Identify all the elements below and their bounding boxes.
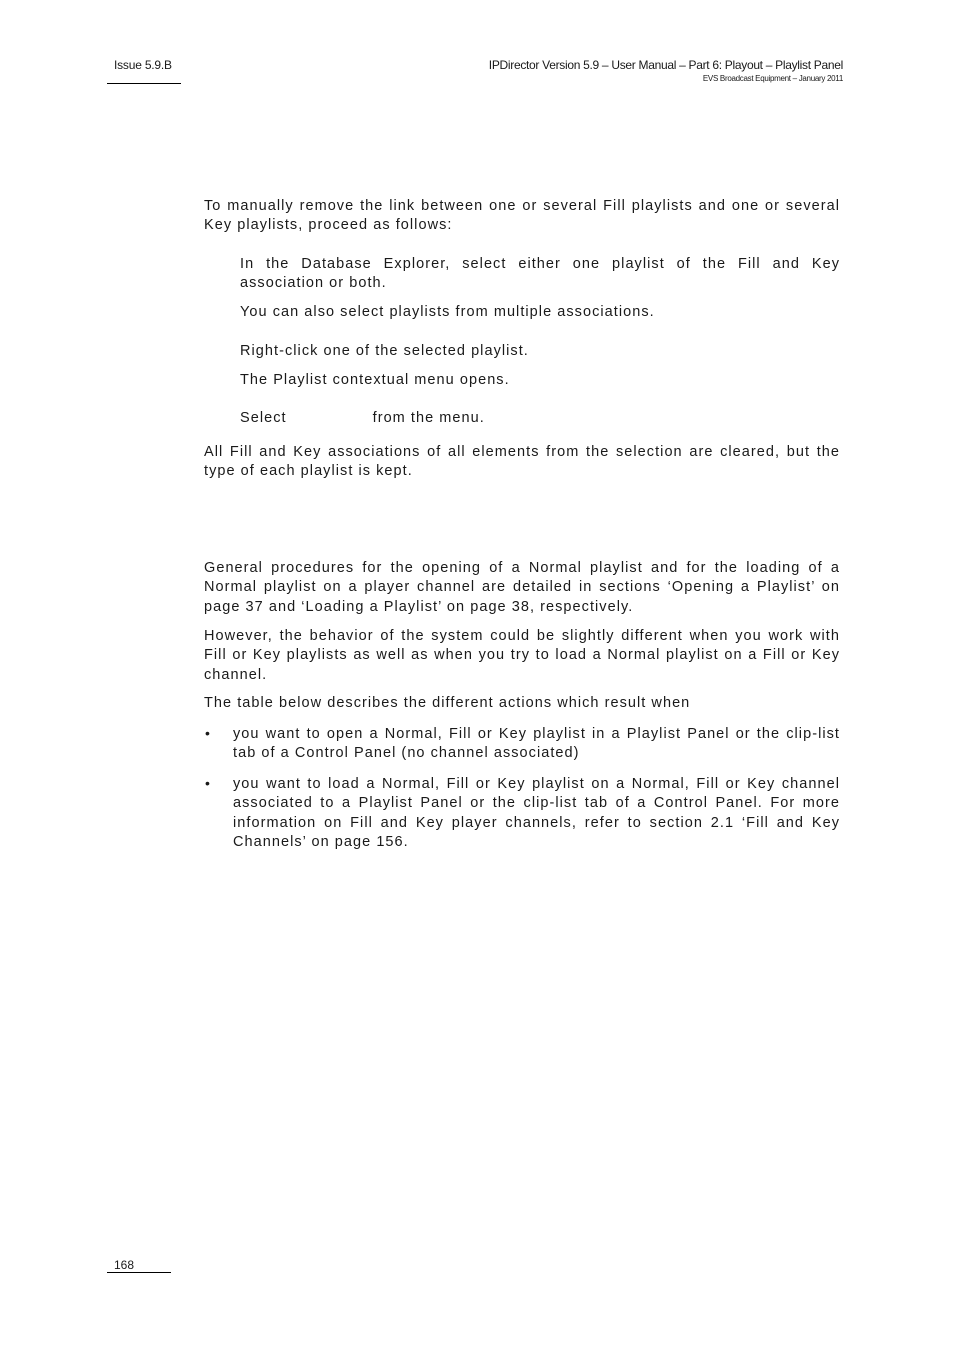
step3-prefix: Select <box>240 410 287 426</box>
header-title: IPDirector Version 5.9 – User Manual – Part 6: Playout – Playlist Panel <box>488 58 843 72</box>
section1-intro: To manually remove the link between one or several Fill playlists and one or several Key playlists, proceed as follows: <box>204 198 840 234</box>
step3-suffix: from the menu. <box>372 410 485 426</box>
page-number: 168 <box>114 1258 135 1272</box>
section2-para1: General procedures for the opening of a Normal playlist and for the loading of a Normal playlist on a player channel are detailed in sections ‘Opening a Playlist’ on page 37 and ‘Loading a Playlist’ on page 38, respectively. <box>204 560 840 615</box>
section1-result: All Fill and Key associations of all elements from the selection are cleared, but the type of each playlist is kept. <box>204 444 840 480</box>
step1-note: You can also select playlists from multiple associations. <box>240 304 655 320</box>
bullet-item-2: you want to load a Normal, Fill or Key playlist on a Normal, Fill or Key channel associated to a Playlist Panel or the clip-list tab of a Control Panel. For more information on Fill and Key player channels, refer to section 2.1 ‘Fill and Key Channels’ on page 156. <box>233 776 840 850</box>
header-left-rule <box>107 83 181 84</box>
bullet-item-1: you want to open a Normal, Fill or Key playlist in a Playlist Panel or the clip-list tab of a Control Panel (no channel associated) <box>233 726 840 762</box>
step1-text: In the Database Explorer, select either one playlist of the Fill and Key association or both. <box>240 256 840 292</box>
header-subtitle: EVS Broadcast Equipment – January 2011 <box>702 74 843 83</box>
section2-para2: However, the behavior of the system could be slightly different when you work with Fill or Key playlists as well as when you try to load a Normal playlist on a Fill or Key channel. <box>204 628 840 683</box>
step2-note: The Playlist contextual menu opens. <box>240 372 510 388</box>
footer-rule <box>107 1272 171 1273</box>
step3-text <box>240 409 840 428</box>
header-right <box>489 58 843 84</box>
step2-text: Right-click one of the selected playlist. <box>240 343 529 359</box>
section2-para3: The table below describes the different actions which result when <box>204 695 691 711</box>
bullet-marker-1: • <box>205 725 210 741</box>
header-issue: Issue 5.9.B <box>114 58 172 72</box>
bullet-marker-2: • <box>205 775 210 791</box>
